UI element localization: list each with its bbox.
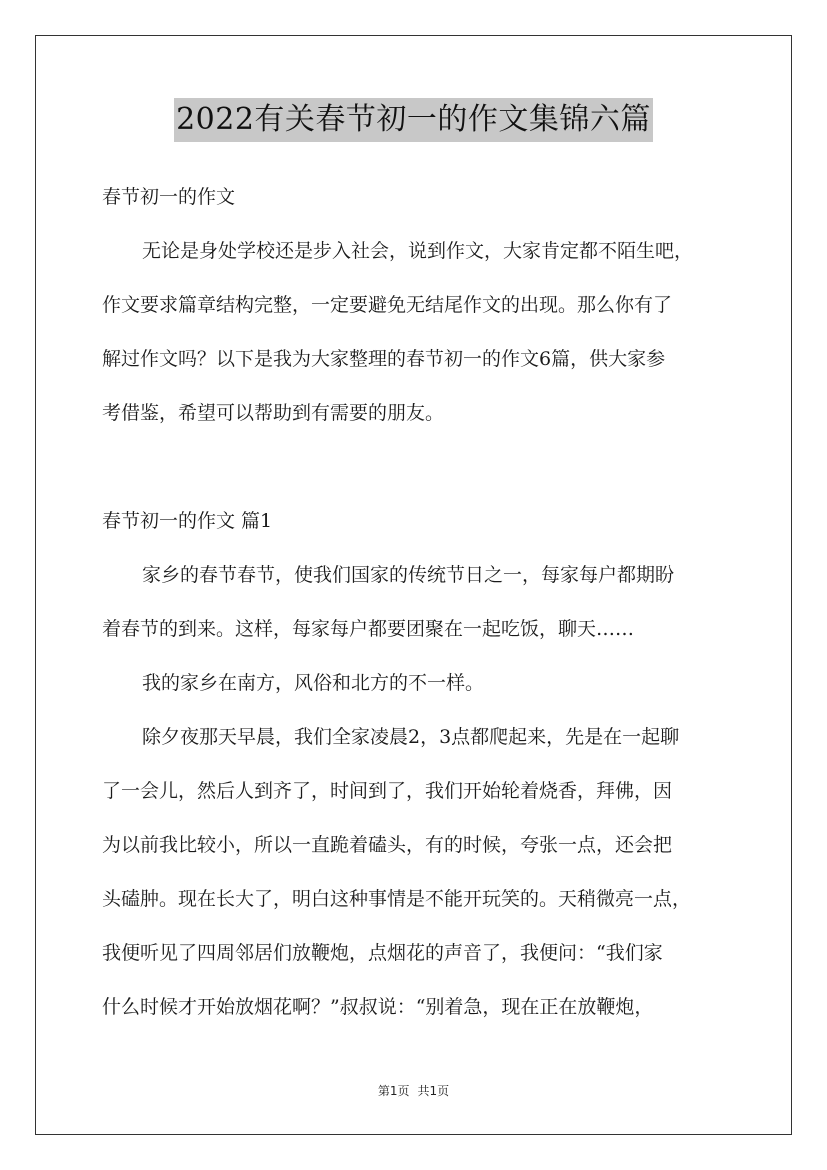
paragraph-line: 考借鉴，希望可以帮助到有需要的朋友。 [102,402,445,424]
paragraph-line: 了一会儿，然后人到齐了，时间到了，我们开始轮着烧香，拜佛，因 [102,780,673,802]
paragraph-line: 为以前我比较小，所以一直跪着磕头，有的时候，夸张一点，还会把 [102,834,673,856]
page-footer [0,1082,827,1099]
paragraph-line: 什么时候才开始放烟花啊？”叔叔说：“别着急，现在正在放鞭炮， [102,996,654,1018]
paragraph-line: 头磕肿。现在长大了，明白这种事情是不能开玩笑的。天稍微亮一点， [102,888,692,910]
paragraph-line: 着春节的到来。这样，每家每户都要团聚在一起吃饭，聊天…… [102,618,635,640]
paragraph-line: 我便听见了四周邻居们放鞭炮，点烟花的声音了，我便问：“我们家 [102,942,663,964]
title-container [0,98,827,142]
paragraph-line: 作文要求篇章结构完整，一定要避免无结尾作文的出现。那么你有了 [102,294,673,316]
blank-line [102,440,742,494]
page-number: 第1页 [377,1084,410,1098]
document-title: 2022有关春节初一的作文集锦六篇 [174,98,653,142]
section-heading: 春节初一的作文 [102,186,236,208]
paragraph-line: 无论是身处学校还是步入社会，说到作文，大家肯定都不陌生吧， [142,240,694,262]
paragraph-line: 我的家乡在南方，风俗和北方的不一样。 [142,672,485,694]
section-heading: 春节初一的作文 篇1 [102,510,273,532]
paragraph-line: 解过作文吗？以下是我为大家整理的春节初一的作文6篇，供大家参 [102,348,666,370]
document-body [102,170,742,1034]
paragraph-line: 除夕夜那天早晨，我们全家凌晨2，3点都爬起来，先是在一起聊 [142,726,680,748]
paragraph-line: 家乡的春节春节，使我们国家的传统节日之一，每家每户都期盼 [142,564,675,586]
page-total: 共1页 [417,1084,450,1098]
